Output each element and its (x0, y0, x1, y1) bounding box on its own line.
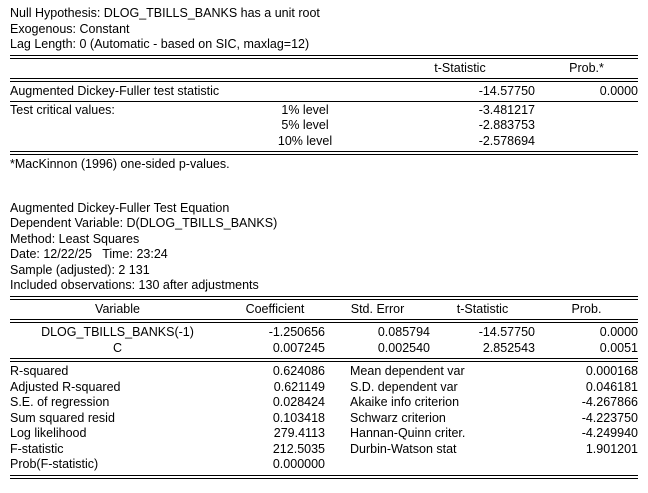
critical-value-row (10, 118, 638, 134)
stat-value: 0.028424 (272, 395, 325, 409)
regression-header-row (10, 302, 638, 318)
cell-variable: C (112, 340, 123, 355)
stat-value: 0.624086 (272, 364, 325, 378)
empty-header-cell (10, 61, 385, 77)
t-statistic-column-header: t-Statistic (456, 301, 509, 316)
stats-row (10, 395, 638, 411)
stat-value: -4.223750 (581, 410, 638, 425)
mackinnon-footnote: *MacKinnon (1996) one-sided p-values. (10, 157, 230, 171)
cell-coefficient: -1.250656 (268, 325, 325, 339)
stat-label: Log likelihood (10, 426, 87, 440)
double-rule (10, 55, 638, 59)
empty-cell (535, 134, 638, 150)
stat-value: -4.267866 (581, 395, 638, 409)
stats-row (10, 442, 638, 458)
spacer (325, 395, 350, 411)
empty-cell (535, 103, 638, 119)
stat-value: 0.000000 (272, 457, 325, 471)
double-rule (10, 78, 638, 82)
critical-value-row (10, 134, 638, 150)
double-rule (10, 319, 638, 323)
stat-value: 1.901201 (585, 441, 638, 456)
stats-row (10, 364, 638, 380)
double-rule (10, 358, 638, 362)
stat-label: Mean dependent var (350, 364, 465, 378)
stat-value: 0.046181 (585, 379, 638, 394)
adf-test-label: Augmented Dickey-Fuller test statistic (10, 84, 220, 98)
stat-value: 212.5035 (272, 441, 325, 456)
empty-cell (535, 118, 638, 134)
empty-cell (10, 118, 225, 134)
cell-t-statistic: -14.57750 (478, 325, 535, 339)
critical-value-row (10, 103, 638, 119)
critical-level-label: 10% level (277, 133, 333, 148)
stats-row (10, 457, 638, 473)
method-line: Method: Least Squares (10, 231, 140, 246)
critical-level-label: 1% level (281, 102, 329, 117)
cell-std-error: 0.002540 (377, 340, 430, 355)
cell-t-statistic: 2.852543 (482, 340, 535, 355)
empty-cell (535, 457, 638, 473)
empty-cell (10, 134, 225, 150)
coefficient-column-header: Coefficient (245, 301, 305, 316)
stat-label: Sum squared resid (10, 410, 115, 425)
exogenous-line: Exogenous: Constant (10, 21, 130, 36)
stats-row (10, 411, 638, 427)
critical-level-label: 5% level (281, 118, 329, 132)
double-rule (10, 475, 638, 479)
stat-label: F-statistic (10, 441, 64, 456)
double-rule (10, 296, 638, 300)
spacer (325, 364, 350, 380)
spacer (325, 411, 350, 427)
std-error-column-header: Std. Error (350, 301, 405, 316)
cell-prob: 0.0051 (599, 340, 638, 355)
prob-column-header: Prob. (571, 301, 602, 316)
dependent-variable-line: Dependent Variable: D(DLOG_TBILLS_BANKS) (10, 216, 278, 230)
stat-label: Durbin-Watson stat (350, 441, 457, 456)
stat-value: 0.000168 (585, 364, 638, 378)
variable-column-header: Variable (95, 301, 140, 316)
regression-row (10, 341, 638, 357)
spacer (325, 457, 350, 473)
null-hypothesis-line: Null Hypothesis: DLOG_TBILLS_BANKS has a unit root (10, 6, 320, 20)
stat-label: Adjusted R-squared (10, 379, 121, 394)
lag-length-line: Lag Length: 0 (Automatic - based on SIC, maxlag=12) (10, 37, 310, 51)
stat-label: S.E. of regression (10, 395, 110, 409)
critical-level-value: -3.481217 (478, 102, 535, 117)
cell-std-error: 0.085794 (377, 325, 430, 339)
empty-cell (350, 457, 535, 473)
stat-value: 0.103418 (272, 410, 325, 425)
stat-label: Schwarz criterion (350, 410, 446, 425)
stat-label: Hannan-Quinn criter. (350, 426, 466, 440)
spacer (325, 426, 350, 442)
adf-test-t-stat: -14.57750 (478, 84, 535, 98)
stat-label: S.D. dependent var (350, 379, 458, 394)
cell-coefficient: 0.007245 (272, 340, 325, 355)
cell-prob: 0.0000 (599, 325, 638, 339)
stat-value: 279.4113 (273, 426, 325, 440)
spacer (325, 442, 350, 458)
critical-level-value: -2.578694 (478, 133, 535, 148)
observations-line: Included observations: 130 after adjustments (10, 278, 259, 292)
stat-label: Akaike info criterion (350, 395, 460, 409)
stat-label: R-squared (10, 364, 69, 378)
t-statistic-column-header: t-Statistic (434, 60, 486, 75)
cell-variable: DLOG_TBILLS_BANKS(-1) (41, 325, 194, 339)
adf-test-statistic-row (10, 84, 638, 100)
stat-label: Prob(F-statistic) (10, 457, 99, 471)
spacer (10, 173, 638, 201)
stat-value: 0.621149 (273, 379, 325, 394)
sample-line: Sample (adjusted): 2 131 (10, 262, 150, 277)
critical-values-label: Test critical values: (10, 102, 115, 117)
single-rule (10, 101, 638, 102)
equation-title: Augmented Dickey-Fuller Test Equation (10, 200, 230, 215)
regression-row (10, 325, 638, 341)
stats-row (10, 380, 638, 396)
date-time-line: Date: 12/22/25 Time: 23:24 (10, 247, 168, 261)
spacer (325, 380, 350, 396)
double-rule (10, 151, 638, 155)
stat-value: -4.249940 (581, 426, 638, 440)
stats-row (10, 426, 638, 442)
adf-header-row (10, 61, 638, 77)
prob-column-header: Prob.* (569, 60, 604, 75)
adf-test-prob: 0.0000 (599, 84, 638, 98)
critical-level-value: -2.883753 (478, 118, 535, 132)
